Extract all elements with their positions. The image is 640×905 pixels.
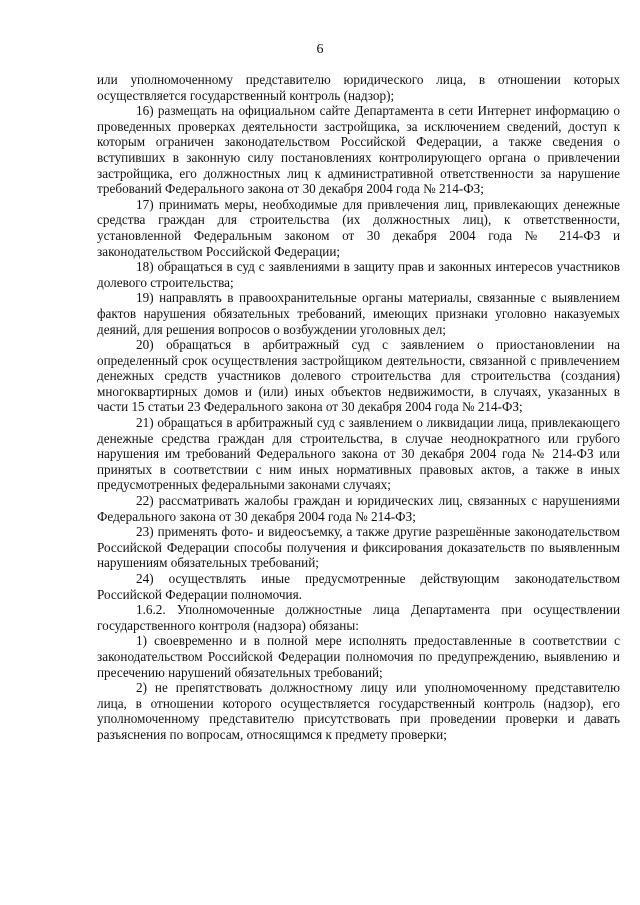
paragraph-item-22: 22) рассматривать жалобы граждан и юридических лиц, связанных с нарушениями Федерального закона от 30 декабря 2004 года № 214-ФЗ; <box>97 493 620 524</box>
page-number: 6 <box>316 42 324 57</box>
document-body <box>97 72 620 743</box>
paragraph-item-16: 16) размещать на официальном сайте Департамента в сети Интернет информацию о проведенных проверках деятельности застройщика, за исключением сведений, доступ к которым ограничен законодательством Российской Федерации, а также сведения о вступивших в законную силу постановлениях контролирующего органа о привлечении застройщика, его должностных лиц к административной ответственности за нарушение требований Федерального закона от 30 декабря 2004 года № 214-ФЗ; <box>97 103 620 197</box>
paragraph-item-17: 17) принимать меры, необходимые для привлечения лиц, привлекающих денежные средства граждан для строительства (их должностных лиц), к ответственности, установленной Федеральным законом от 30 декабря 2004 года № 214-ФЗ и законодательством Российской Федерации; <box>97 196 620 259</box>
paragraph-item-19: 19) направлять в правоохранительные органы материалы, связанные с выявлением фактов нарушения обязательных требований, имеющих признаки уголовно наказуемых деяний, для решения вопросов о возбуждении уголовных дел; <box>97 290 620 337</box>
paragraph-item-18: 18) обращаться в суд с заявлениями в защиту прав и законных интересов участников долевого строительства; <box>97 259 620 290</box>
paragraph-item-21: 21) обращаться в арбитражный суд с заявлением о ликвидации лица, привлекающего денежные средства граждан для строительства, в случае неоднократного или грубого нарушения им требований Федерального закона от 30 декабря 2004 года № 214-ФЗ или принятых в соответствии с ним иных нормативных правовых актов, а также в иных предусмотренных федеральными законами случаях; <box>97 415 620 493</box>
paragraph-continuation: или уполномоченному представителю юридического лица, в отношении которых осуществляется государственный контроль (надзор); <box>97 72 620 103</box>
paragraph-duty-1: 1) своевременно и в полной мере исполнять предоставленные в соответствии с законодательством Российской Федерации полномочия по предупреждению, выявлению и пресечению нарушений обязательных требований; <box>97 633 620 680</box>
section-heading-1-6-2: 1.6.2. Уполномоченные должностные лица Департамента при осуществлении государственного контроля (надзора) обязаны: <box>97 602 620 633</box>
paragraph-duty-2: 2) не препятствовать должностному лицу или уполномоченному представителю лица, в отношении которого осуществляется государственный контроль (надзор), его уполномоченному представителю присутствовать при проведении проверки и давать разъяснения по вопросам, относящимся к предмету проверки; <box>97 680 620 742</box>
paragraph-item-20: 20) обращаться в арбитражный суд с заявлением о приостановлении на определенный срок осуществления застройщиком деятельности, связанной с привлечением денежных средств участников долевого строительства для строительства (создания) многоквартирных домов и (или) иных объектов недвижимости, в случаях, указанных в части 15 статьи 23 Федерального закона от 30 декабря 2004 года № 214-ФЗ; <box>97 337 620 415</box>
paragraph-item-24: 24) осуществлять иные предусмотренные действующим законодательством Российской Федерации полномочия. <box>97 571 620 602</box>
paragraph-item-23: 23) применять фото- и видеосъемку, а также другие разрешённые законодательством Российской Федерации способы получения и фиксирования доказательств по выявленным нарушениям обязательных требований; <box>97 524 620 571</box>
